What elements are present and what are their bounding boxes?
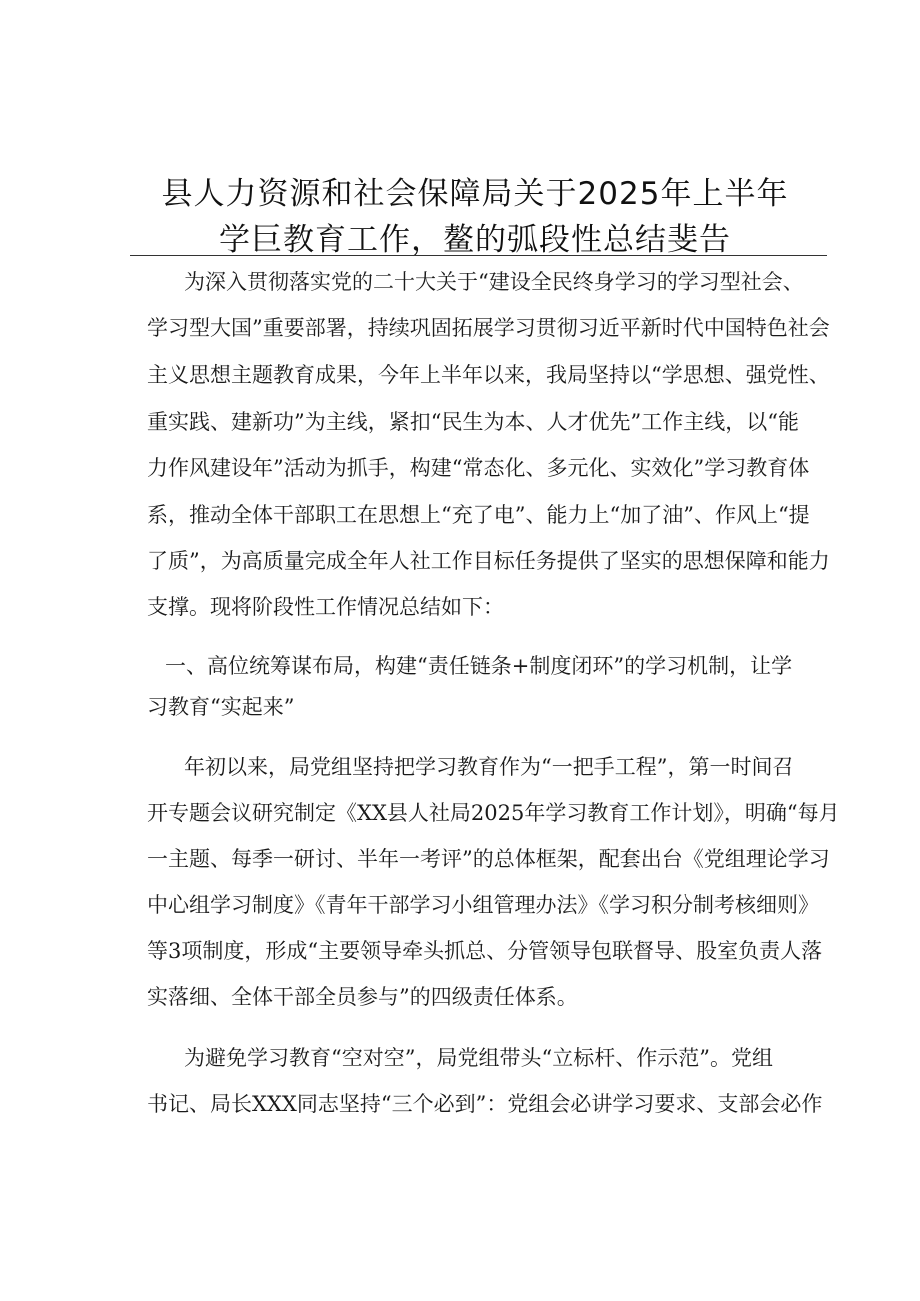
body-line: 系，推动全体干部职工在思想上“充了电”、能力上“加了油”、作风上“提 — [147, 503, 810, 527]
section-heading-line: 一、高位统筹谋布局，构建“责任链条+制度闭环”的学习机制，让学 — [165, 654, 793, 678]
body-line: 主义思想主题教育成果，今年上半年以来，我局坚持以“学思想、强党性、 — [147, 363, 830, 387]
body-line: 为避免学习教育“空对空”，局党组带头“立标杆、作示范”。党组 — [184, 1046, 773, 1070]
document-title-line-1: 县人力资源和社会保障局关于2025年上半年 — [161, 176, 789, 212]
body-line: 年初以来，局党组坚持把学习教育作为“一把手工程”，第一时间召 — [184, 755, 794, 779]
body-line: 开专题会议研究制定《XX县人社局2025年学习教育工作计划》，明确“每月 — [147, 801, 840, 825]
body-line: 支撑。现将阶段性工作情况总结如下： — [147, 595, 504, 619]
document-title-line-2: 学巨教育工作，鳌的弧段性总结斐告 — [219, 222, 731, 258]
body-line: 学习型大国”重要部署，持续巩固拓展学习贯彻习近平新时代中国特色社会 — [147, 316, 830, 340]
body-line: 书记、局长XXX同志坚持“三个必到”：党组会必讲学习要求、支部会必作 — [147, 1092, 823, 1116]
body-line: 实落细、全体干部全员参与”的四级责任体系。 — [147, 985, 578, 1009]
title-underline — [130, 255, 827, 256]
body-line: 重实践、建新功”为主线，紧扣“民生为本、人才优先”工作主线，以“能 — [147, 410, 799, 434]
body-line: 等3项制度，形成“主要领导牵头抓总、分管领导包联督导、股室负责人落 — [147, 939, 823, 963]
body-line: 力作风建设年”活动为抓手，构建“常态化、多元化、实效化”学习教育体 — [147, 456, 810, 480]
body-line: 了质”，为高质量完成全年人社工作目标任务提供了坚实的思想保障和能力 — [147, 549, 830, 573]
section-heading-line: 习教育“实起来” — [147, 695, 295, 719]
body-line: 中心组学习制度》《青年干部学习小组管理办法》《学习积分制考核细则》 — [147, 893, 819, 917]
body-line: 一主题、每季一研讨、半年一考评”的总体框架，配套出台《党组理论学习 — [147, 847, 830, 871]
body-line: 为深入贯彻落实党的二十大关于“建设全民终身学习的学习型社会、 — [184, 270, 804, 294]
